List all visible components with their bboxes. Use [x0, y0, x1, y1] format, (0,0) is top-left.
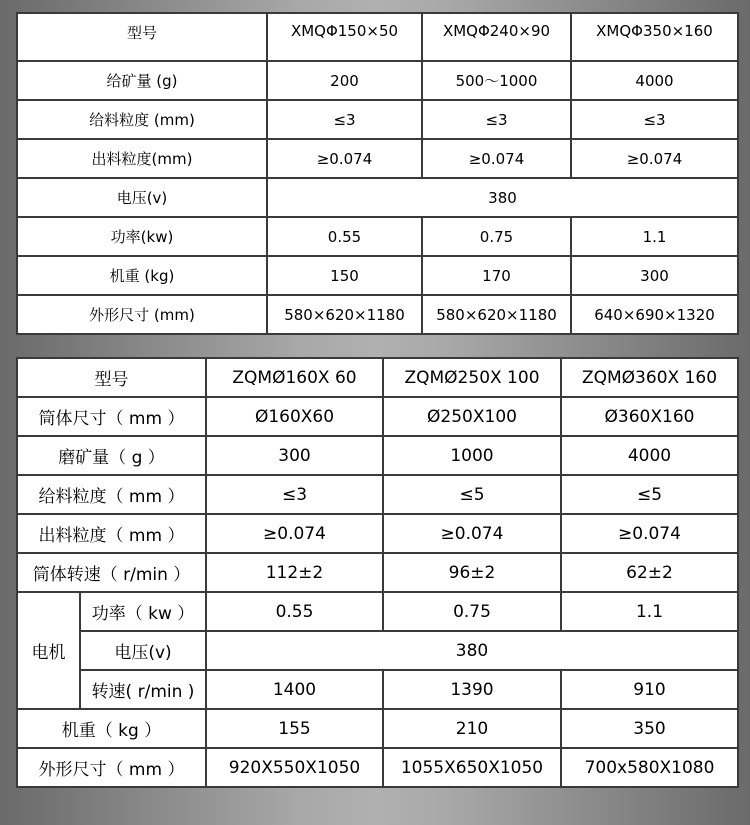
- table-cell: 640×690×1320: [571, 295, 738, 334]
- table-cell: ≥0.074: [383, 514, 561, 553]
- row-label: 出料粒度(mm): [17, 139, 267, 178]
- table-row: [17, 178, 738, 217]
- row-label: 功率（ kw ）: [80, 592, 206, 631]
- row-label: 筒体转速（ r/min ）: [17, 553, 206, 592]
- table-cell: 300: [571, 256, 738, 295]
- table-cell: 500～1000: [422, 61, 571, 100]
- table-cell: 4000: [561, 436, 738, 475]
- table-header-row: [17, 358, 738, 397]
- table-cell: 300: [206, 436, 383, 475]
- table-row: [17, 592, 738, 631]
- table-cell: ≤3: [422, 100, 571, 139]
- table-cell: ≥0.074: [206, 514, 383, 553]
- table-row: [17, 256, 738, 295]
- table-cell: 350: [561, 709, 738, 748]
- table-cell: 1400: [206, 670, 383, 709]
- table-cell: Ø250X100: [383, 397, 561, 436]
- table-row: [17, 475, 738, 514]
- table-cell: Ø360X160: [561, 397, 738, 436]
- table-cell: 0.55: [206, 592, 383, 631]
- table-cell: 1000: [383, 436, 561, 475]
- row-label: 给矿量 (g): [17, 61, 267, 100]
- table-cell: 580×620×1180: [422, 295, 571, 334]
- table-cell: 96±2: [383, 553, 561, 592]
- row-label: 转速( r/min ): [80, 670, 206, 709]
- table-cell: 1.1: [561, 592, 738, 631]
- header-cell: ZQMØ250X 100: [383, 358, 561, 397]
- table-row: [17, 631, 738, 670]
- motor-group-label: 电机: [17, 592, 80, 709]
- row-label: 机重（ kg ）: [17, 709, 206, 748]
- table-cell: ≤5: [383, 475, 561, 514]
- table-cell: ≤3: [206, 475, 383, 514]
- table-row: [17, 61, 738, 100]
- table-row: [17, 397, 738, 436]
- table-cell: ≥0.074: [571, 139, 738, 178]
- row-label: 电压(v): [17, 178, 267, 217]
- row-label: 筒体尺寸（ mm ）: [17, 397, 206, 436]
- row-label: 外形尺寸 (mm): [17, 295, 267, 334]
- header-cell: 型号: [17, 358, 206, 397]
- table-cell: 920X550X1050: [206, 748, 383, 787]
- table-cell: ≤5: [561, 475, 738, 514]
- table-cell: ≤3: [267, 100, 422, 139]
- table-cell: ≥0.074: [561, 514, 738, 553]
- table-cell: Ø160X60: [206, 397, 383, 436]
- row-label: 出料粒度（ mm ）: [17, 514, 206, 553]
- table-cell: ≤3: [571, 100, 738, 139]
- table-row: [17, 709, 738, 748]
- table-row: [17, 553, 738, 592]
- table-cell: 1.1: [571, 217, 738, 256]
- table-cell: 200: [267, 61, 422, 100]
- row-label: 机重 (kg): [17, 256, 267, 295]
- table-row: [17, 139, 738, 178]
- row-label: 电压(v): [80, 631, 206, 670]
- spec-table-xmq: [16, 12, 739, 335]
- table-cell: 910: [561, 670, 738, 709]
- table-cell: 0.55: [267, 217, 422, 256]
- row-label: 给料粒度（ mm ）: [17, 475, 206, 514]
- header-cell: 型号: [17, 13, 267, 61]
- table-row: [17, 514, 738, 553]
- table-cell: ≥0.074: [422, 139, 571, 178]
- table-cell: 0.75: [383, 592, 561, 631]
- row-label: 外形尺寸（ mm ）: [17, 748, 206, 787]
- table-cell: 150: [267, 256, 422, 295]
- table-cell: 210: [383, 709, 561, 748]
- row-label: 磨矿量（ g ）: [17, 436, 206, 475]
- merged-cell: 380: [206, 631, 738, 670]
- table-cell: 0.75: [422, 217, 571, 256]
- table-cell: 580×620×1180: [267, 295, 422, 334]
- table-cell: 700x580X1080: [561, 748, 738, 787]
- table-row: [17, 100, 738, 139]
- table-cell: ≥0.074: [267, 139, 422, 178]
- table-row: [17, 748, 738, 787]
- header-cell: ZQMØ360X 160: [561, 358, 738, 397]
- merged-cell: 380: [267, 178, 738, 217]
- table-row: [17, 295, 738, 334]
- table-cell: 170: [422, 256, 571, 295]
- header-cell: XMQΦ150×50: [267, 13, 422, 61]
- header-cell: ZQMØ160X 60: [206, 358, 383, 397]
- row-label: 功率(kw): [17, 217, 267, 256]
- table-cell: 1390: [383, 670, 561, 709]
- table-cell: 62±2: [561, 553, 738, 592]
- table-row: [17, 670, 738, 709]
- table-cell: 155: [206, 709, 383, 748]
- table-cell: 1055X650X1050: [383, 748, 561, 787]
- table-cell: 4000: [571, 61, 738, 100]
- header-cell: XMQΦ240×90: [422, 13, 571, 61]
- spec-table-zqm: [16, 357, 739, 788]
- table-cell: 112±2: [206, 553, 383, 592]
- table-header-row: [17, 13, 738, 61]
- header-cell: XMQΦ350×160: [571, 13, 738, 61]
- table-row: [17, 217, 738, 256]
- row-label: 给料粒度 (mm): [17, 100, 267, 139]
- table-row: [17, 436, 738, 475]
